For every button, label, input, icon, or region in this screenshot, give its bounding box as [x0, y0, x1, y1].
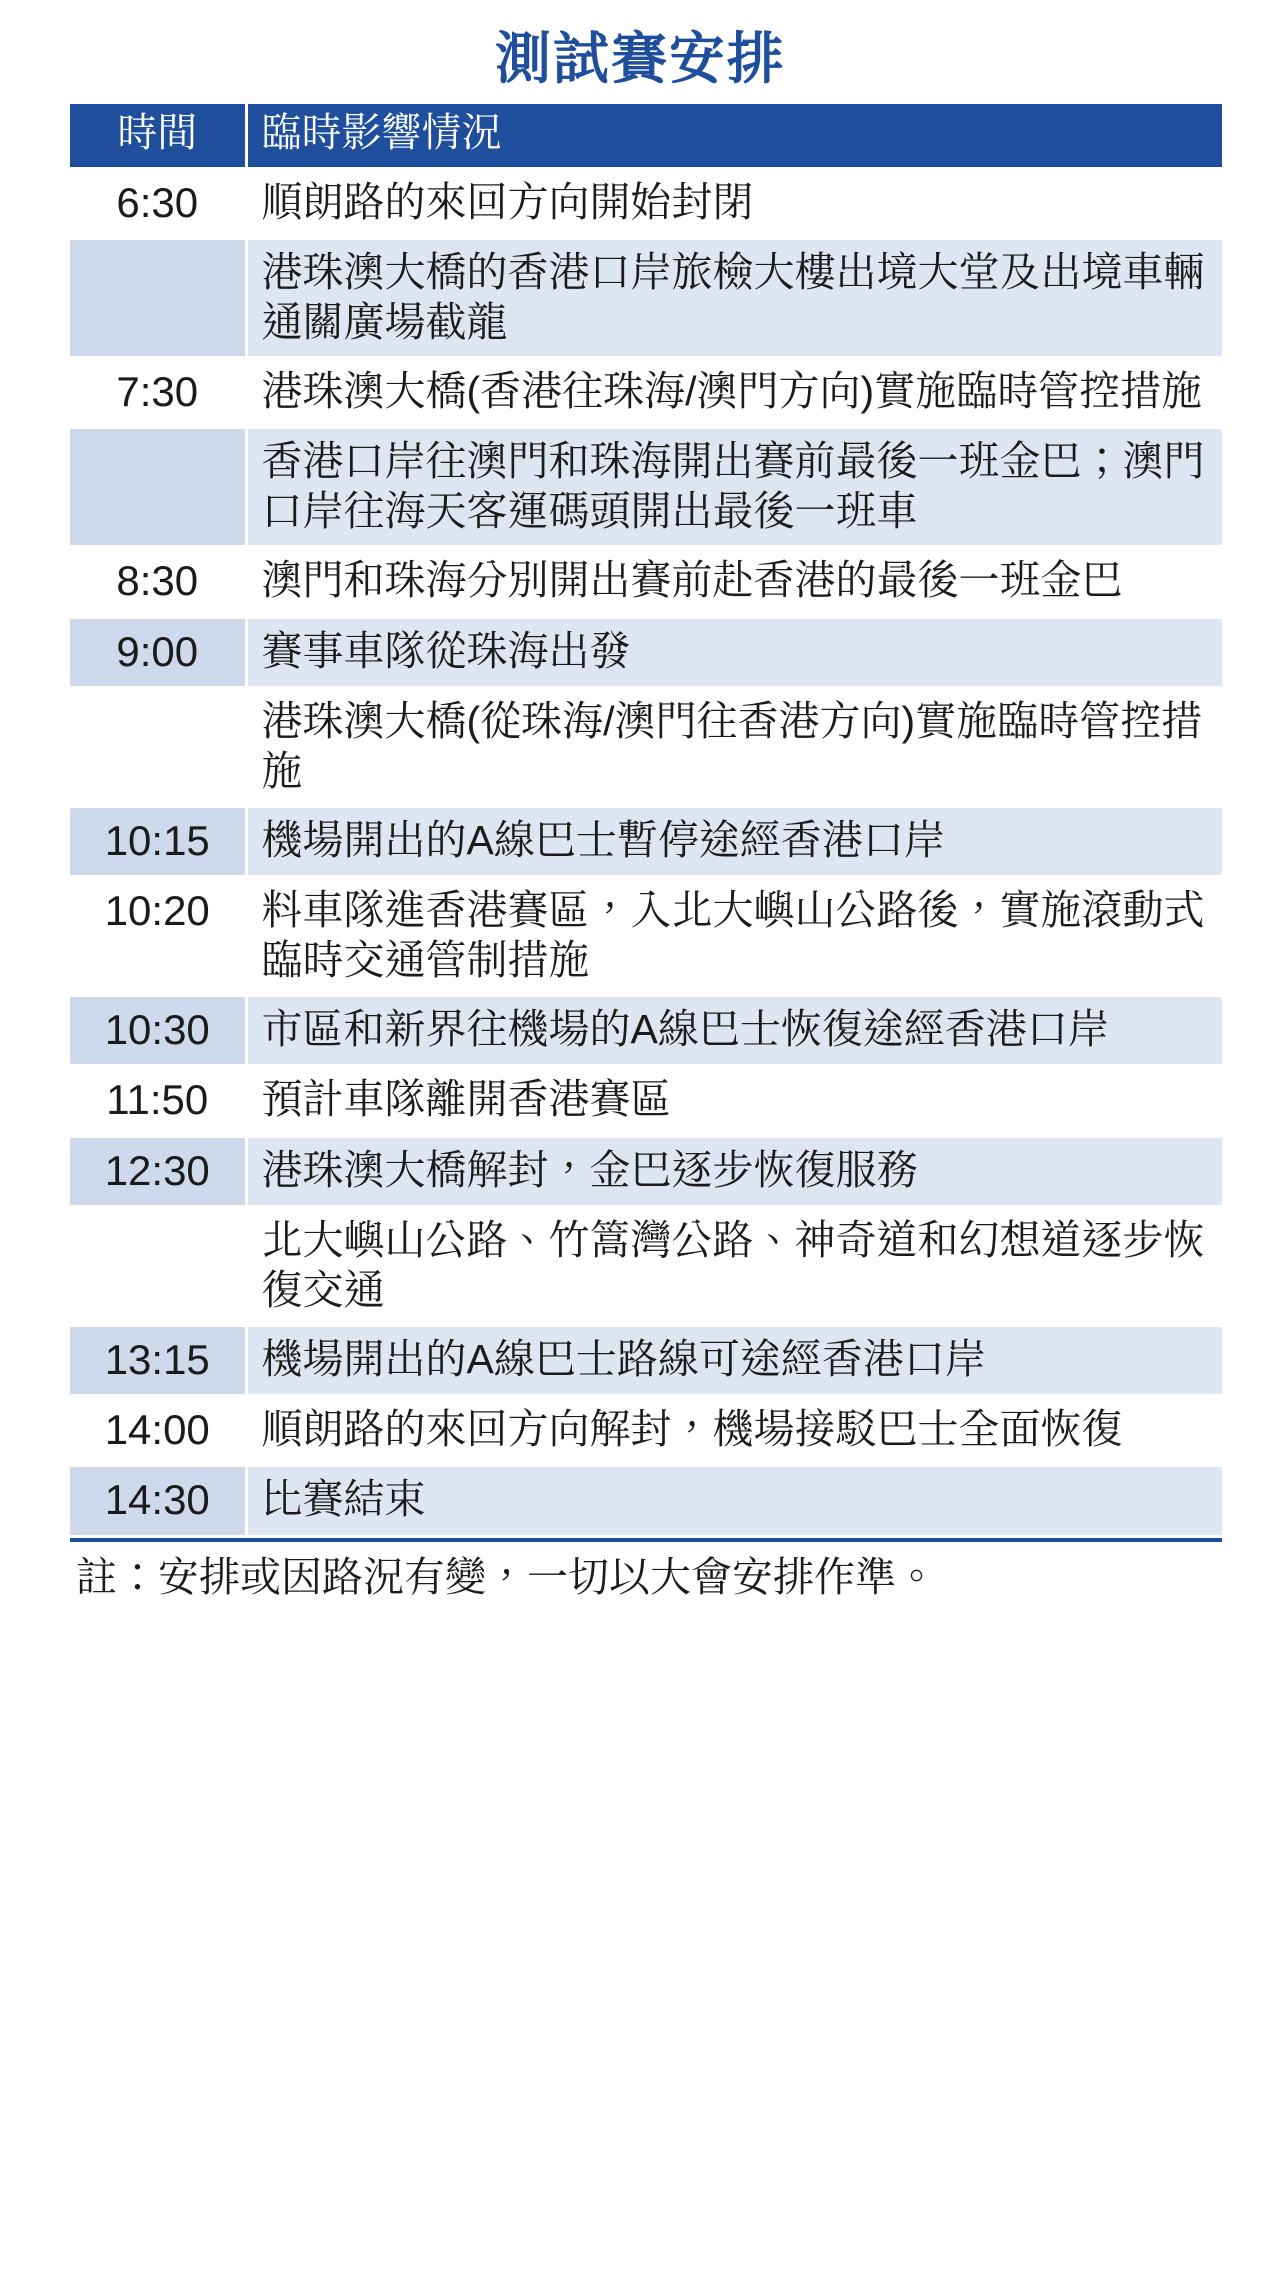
row-description: 香港口岸往澳門和珠海開出賽前最後一班金巴；澳門口岸往海天客運碼頭開出最後一班車 [246, 428, 1222, 547]
row-description: 港珠澳大橋解封，金巴逐步恢復服務 [246, 1136, 1222, 1206]
table-row [70, 996, 1222, 1066]
table-row [70, 1136, 1222, 1206]
row-time: 10:15 [70, 806, 246, 876]
row-description: 賽事車隊從珠海出發 [246, 617, 1222, 687]
table-row [70, 1325, 1222, 1395]
row-time [70, 428, 246, 547]
row-description: 機場開出的A線巴士暫停途經香港口岸 [246, 806, 1222, 876]
table-row [70, 168, 1222, 238]
row-time: 14:30 [70, 1466, 246, 1536]
row-description: 預計車隊離開香港賽區 [246, 1066, 1222, 1136]
table-row [70, 1066, 1222, 1136]
row-time [70, 1206, 246, 1325]
table-row [70, 239, 1222, 358]
row-description: 北大嶼山公路、竹篙灣公路、神奇道和幻想道逐步恢復交通 [246, 1206, 1222, 1325]
row-time: 8:30 [70, 547, 246, 617]
table-header-row [70, 104, 1222, 169]
table-header [70, 104, 1222, 169]
row-description: 澳門和珠海分別開出賽前赴香港的最後一班金巴 [246, 547, 1222, 617]
row-description: 港珠澳大橋(從珠海/澳門往香港方向)實施臨時管控措施 [246, 687, 1222, 806]
page-title: 測試賽安排 [495, 27, 785, 90]
row-time: 7:30 [70, 358, 246, 428]
footnote: 註：安排或因路況有變，一切以大會安排作準。 [70, 1538, 1222, 1603]
table-row [70, 1206, 1222, 1325]
row-description: 機場開出的A線巴士路線可途經香港口岸 [246, 1325, 1222, 1395]
schedule-table-wrapper [70, 104, 1222, 1538]
table-row [70, 617, 1222, 687]
row-description: 比賽結束 [246, 1466, 1222, 1536]
row-time: 13:15 [70, 1325, 246, 1395]
table-row [70, 687, 1222, 806]
column-header-time: 時間 [70, 104, 246, 169]
row-time [70, 687, 246, 806]
table-row [70, 547, 1222, 617]
table-row [70, 877, 1222, 996]
row-time: 14:00 [70, 1396, 246, 1466]
row-time [70, 239, 246, 358]
row-time: 11:50 [70, 1066, 246, 1136]
row-time: 9:00 [70, 617, 246, 687]
column-header-description: 臨時影響情況 [246, 104, 1222, 169]
table-row [70, 358, 1222, 428]
row-description: 順朗路的來回方向開始封閉 [246, 168, 1222, 238]
row-time: 12:30 [70, 1136, 246, 1206]
row-description: 港珠澳大橋(香港往珠海/澳門方向)實施臨時管控措施 [246, 358, 1222, 428]
row-description: 料車隊進香港賽區，入北大嶼山公路後，實施滾動式臨時交通管制措施 [246, 877, 1222, 996]
row-description: 港珠澳大橋的香港口岸旅檢大樓出境大堂及出境車輛通關廣場截龍 [246, 239, 1222, 358]
table-row [70, 428, 1222, 547]
row-time: 10:30 [70, 996, 246, 1066]
table-row [70, 1466, 1222, 1536]
row-time: 6:30 [70, 168, 246, 238]
row-description: 順朗路的來回方向解封，機場接駁巴士全面恢復 [246, 1396, 1222, 1466]
row-time: 10:20 [70, 877, 246, 996]
table-row [70, 806, 1222, 876]
table-row [70, 1396, 1222, 1466]
table-body [70, 168, 1222, 1536]
row-description: 市區和新界往機場的A線巴士恢復途經香港口岸 [246, 996, 1222, 1066]
schedule-table [70, 104, 1222, 1538]
